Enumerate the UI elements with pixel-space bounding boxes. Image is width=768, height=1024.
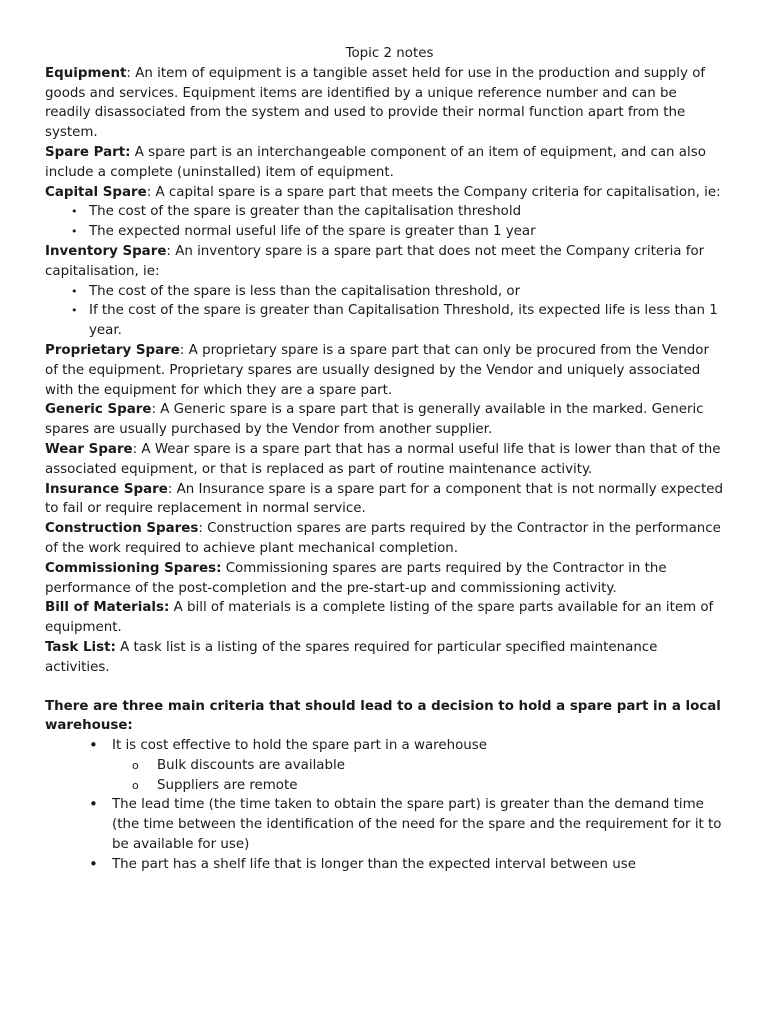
definition-separator: : (167, 481, 177, 497)
definition-separator: : (151, 402, 161, 418)
criteria-item (89, 855, 724, 875)
definition-term: Wear Spare (45, 441, 133, 457)
definition-term: Inventory Spare (45, 243, 167, 259)
definition (45, 400, 724, 440)
definition-text: Construction spares are parts required by the Contractor in the performance of the work required to achieve plant mechanical completion. (45, 521, 721, 556)
criteria-list (45, 736, 724, 875)
bullet-item: • The cost of the spare is greater than the capitalisation threshold (71, 202, 724, 222)
definition-text: A task list is a listing of the spares required for particular specified maintenance activities. (45, 639, 658, 675)
definitions-list (45, 64, 724, 678)
definition-separator: : (132, 441, 142, 457)
page-title: Topic 2 notes (345, 46, 434, 61)
definition-separator: : (166, 243, 176, 259)
definition-text: A Generic spare is a spare part that is generally available in the marked. Generic spares are usually purchased by the Vendor from another supplier. (45, 402, 704, 438)
definition-term: Task List: (45, 639, 116, 655)
definition-separator: : (198, 521, 208, 537)
definition-text: A spare part is an interchangeable component of an item of equipment, and can also include a complete (uninstalled) item of equipment. (45, 144, 706, 180)
definition (45, 480, 724, 520)
criteria-subitem: o Bulk discounts are available (132, 756, 724, 776)
definition-term: Bill of Materials: (45, 600, 170, 616)
criteria-text: The lead time (the time taken to obtain the spare part) is greater than the demand time (the time between the identification of the need for the spare and the requirement for it to be available for use) (112, 797, 722, 853)
definition-text: An Insurance spare is a spare part for a component that is not normally expected to fail or require replacement in normal service. (45, 481, 723, 517)
definition-bullets (45, 202, 724, 242)
definition-text: An item of equipment is a tangible asset held for use in the production and supply of goods and services. Equipment items are identified by a unique reference number and can be readily disassociated from the system and used to provide their normal function apart from the system. (45, 65, 706, 141)
definition-term: Equipment (45, 65, 127, 81)
definition-text: An inventory spare is a spare part that does not meet the Company criteria for capitalisation, ie: (45, 243, 705, 279)
definition-text: A proprietary spare is a spare part that can only be procured from the Vendor of the equipment. Proprietary spares are usually designed by the Vendor and uniquely associated with the equipment for which they are a spare part. (45, 342, 709, 398)
criteria-subitem: o Suppliers are remote (132, 776, 724, 796)
definition-term: Commissioning Spares: (45, 560, 222, 576)
bullet-item: • The expected normal useful life of the spare is greater than 1 year (71, 222, 724, 242)
definition (45, 559, 724, 599)
bullet-item: • If the cost of the spare is greater than Capitalisation Threshold, its expected life is less than 1 year. (71, 301, 724, 341)
definition-text: A Wear spare is a spare part that has a normal useful life that is lower than that of the associated equipment, or that is replaced as part of routine maintenance activity. (45, 441, 721, 477)
criteria-item (89, 795, 724, 854)
definition (45, 143, 724, 183)
criteria-text: The part has a shelf life that is longer than the expected interval between use (112, 856, 636, 872)
definition (45, 519, 724, 559)
definition-term: Spare Part: (45, 144, 131, 160)
criteria-heading: There are three main criteria that should lead to a decision to hold a spare part in a local warehouse: (45, 698, 721, 734)
definition (45, 242, 724, 282)
definition-text: A bill of materials is a complete listing of the spare parts available for an item of equipment. (45, 600, 714, 636)
definition-term: Proprietary Spare (45, 342, 180, 358)
definition-term: Construction Spares (45, 521, 199, 537)
definition-term: Insurance Spare (45, 481, 168, 497)
definition-term: Generic Spare (45, 402, 152, 418)
definition-separator: : (126, 65, 136, 81)
definition (45, 341, 724, 400)
definition-bullets (45, 282, 724, 341)
bullet-item: • The cost of the spare is less than the capitalisation threshold, or (71, 282, 724, 302)
definition-text: Commissioning spares are parts required by the Contractor in the performance of the post-completion and the pre-start-up and commissioning activity. (45, 560, 667, 596)
definition (45, 440, 724, 480)
definition (45, 598, 724, 638)
criteria-subitems (112, 756, 724, 796)
definition-separator: : (179, 342, 189, 358)
definition-separator: : (146, 184, 156, 200)
criteria-text: It is cost effective to hold the spare part in a warehouse (112, 738, 488, 754)
definition (45, 638, 724, 678)
definition (45, 64, 724, 143)
definition (45, 183, 724, 203)
criteria-item (89, 736, 724, 795)
definition-term: Capital Spare (45, 184, 147, 200)
definition-text: A capital spare is a spare part that meets the Company criteria for capitalisation, ie: (155, 184, 721, 200)
